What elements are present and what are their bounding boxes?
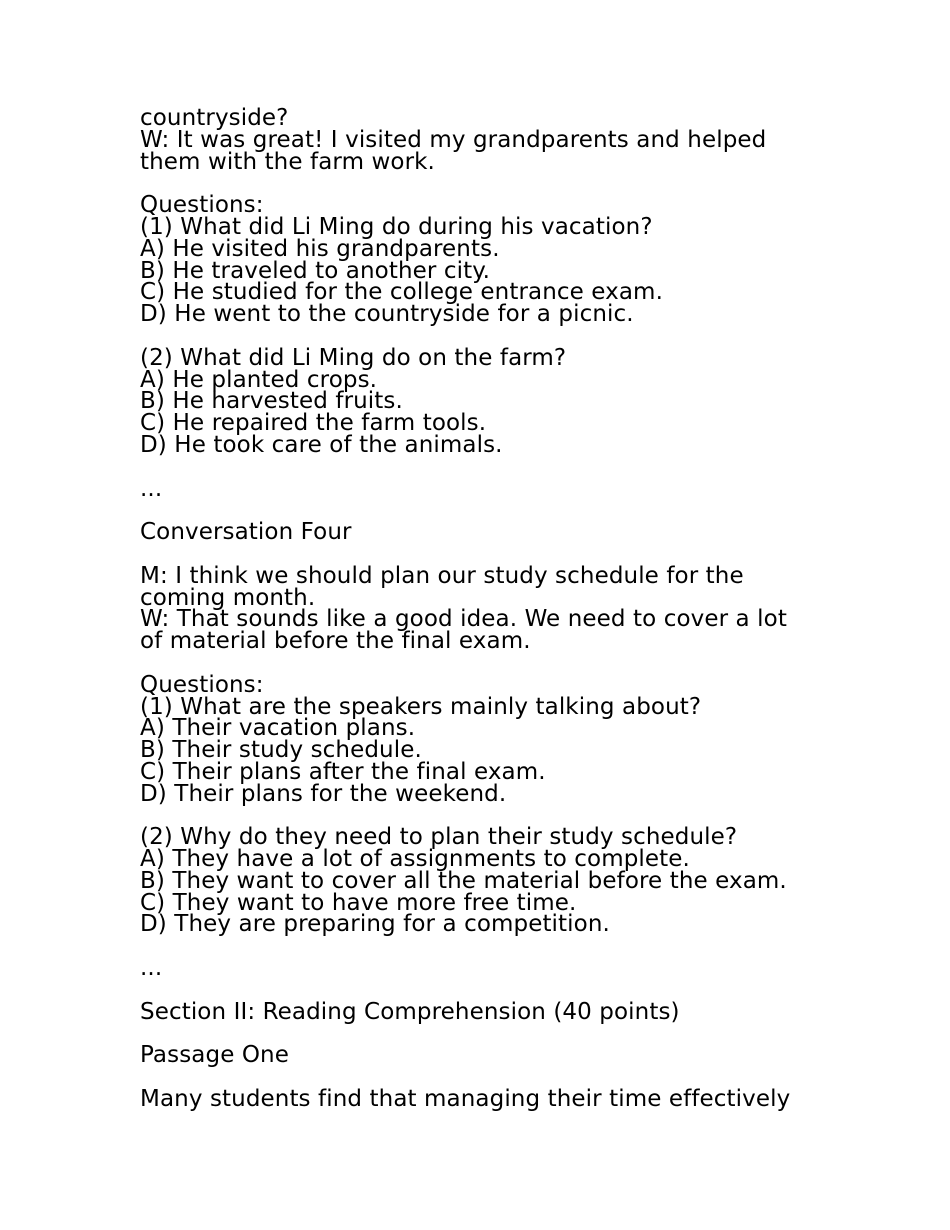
question-prompt: (2) Why do they need to plan their study schedule? [140, 824, 738, 851]
answer-option: B) He harvested fruits. [140, 388, 403, 415]
answer-option: C) They want to have more free time. [140, 889, 577, 916]
answer-option: A) He visited his grandparents. [140, 235, 500, 262]
question-prompt: (1) What are the speakers mainly talking about? [140, 693, 702, 720]
conversation-four-heading: Conversation Four [140, 519, 352, 546]
answer-option: A) He planted crops. [140, 366, 378, 393]
answer-option: B) They want to cover all the material before the exam. [140, 867, 787, 894]
answer-option: D) Their plans for the weekend. [140, 780, 507, 807]
answer-option: C) Their plans after the final exam. [140, 758, 546, 785]
dialogue-line: W: That sounds like a good idea. We need to cover a lot [140, 606, 787, 633]
question-prompt: (1) What did Li Ming do during his vacation? [140, 213, 653, 240]
answer-option: B) He traveled to another city. [140, 257, 491, 284]
answer-option: C) He repaired the farm tools. [140, 410, 487, 437]
question-prompt: (2) What did Li Ming do on the farm? [140, 344, 567, 371]
conversation-four-question-two [140, 824, 830, 938]
answer-option: A) Their vacation plans. [140, 715, 416, 742]
ellipsis: ... [140, 475, 163, 502]
passage-text: Many students find that managing their time effectively [140, 1085, 791, 1112]
answer-option: D) They are preparing for a competition. [140, 911, 610, 938]
answer-option: D) He went to the countryside for a picnic. [140, 301, 634, 328]
conversation-four-questions [140, 671, 830, 807]
conversation-four-dialogue [140, 562, 830, 655]
answer-option: D) He took care of the animals. [140, 431, 503, 458]
passage-title: Passage One [140, 1042, 289, 1069]
conversation-three-question-two [140, 344, 830, 458]
dialogue-line: coming month. [140, 584, 316, 611]
section-heading: Section II: Reading Comprehension (40 points) [140, 998, 680, 1025]
document-page [140, 105, 830, 1112]
dialogue-line: W: It was great! I visited my grandparents and helped [140, 126, 767, 153]
ellipsis: ... [140, 955, 163, 982]
answer-option: B) Their study schedule. [140, 737, 422, 764]
dialogue-line: M: I think we should plan our study schedule for the [140, 562, 744, 589]
answer-option: C) He studied for the college entrance exam. [140, 279, 663, 306]
conversation-three-questions [140, 192, 830, 328]
questions-label: Questions: [140, 192, 264, 219]
conversation-three-dialogue [140, 105, 830, 175]
dialogue-line: of material before the final exam. [140, 628, 531, 655]
dialogue-line: them with the farm work. [140, 148, 435, 175]
questions-label: Questions: [140, 671, 264, 698]
dialogue-line: countryside? [140, 105, 289, 131]
answer-option: A) They have a lot of assignments to complete. [140, 846, 690, 873]
